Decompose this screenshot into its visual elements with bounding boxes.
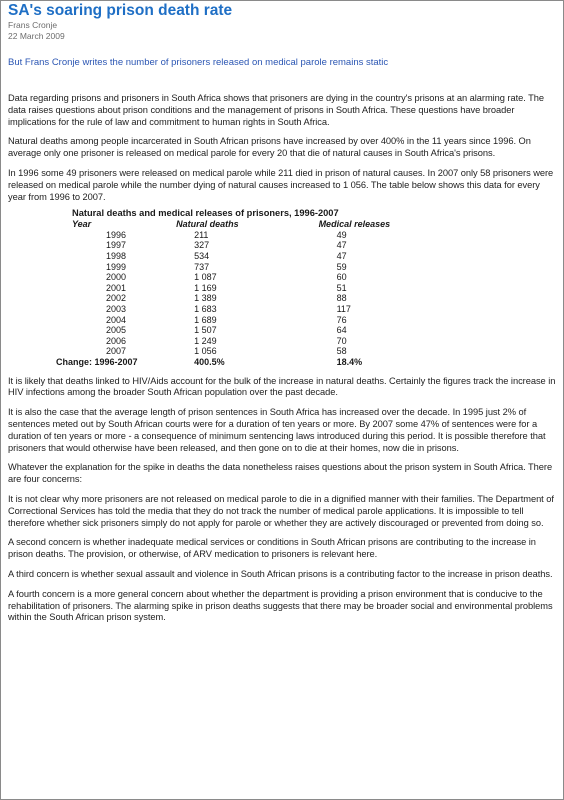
cell-year: 2005: [106, 325, 127, 336]
cell-natural-deaths: 1 169: [194, 282, 217, 293]
cell-natural-deaths: 1 683: [194, 304, 217, 315]
cell-medical-releases: 60: [336, 272, 347, 283]
cell-natural-deaths: 1 389: [194, 293, 217, 304]
article-lede: But Frans Cronje writes the number of prisoners released on medical parole remains static: [8, 57, 389, 68]
cell-natural-deaths-change: 400.5%: [194, 357, 225, 367]
author: Frans Cronje: [8, 20, 58, 30]
paragraph: A third concern is whether sexual assault and violence in South African prisons is a contributing factor to the increase in prison deaths.: [8, 568, 553, 579]
column-header-medical-releases: Medical releases: [318, 219, 391, 230]
cell-medical-releases: 47: [336, 240, 347, 251]
cell-year: 2002: [106, 293, 127, 304]
cell-year: 2003: [106, 304, 127, 315]
cell-medical-releases: 76: [336, 314, 347, 325]
table-row: [56, 240, 426, 251]
cell-natural-deaths: 1 507: [194, 325, 217, 336]
table-row: [56, 346, 426, 357]
cell-natural-deaths: 211: [194, 229, 209, 240]
paragraph: Natural deaths among people incarcerated in South African prisons have increased by over 400% in the 11 years since 1996. On average only one prisoner is released on medical parole for every 20 that die of natural causes in South Africa's prisons.: [8, 136, 531, 159]
publish-date: 22 March 2009: [8, 31, 65, 41]
table-row: [56, 304, 426, 315]
deaths-table-block: [56, 208, 426, 367]
article-title: SA's soaring prison death rate: [8, 2, 233, 19]
cell-medical-releases-change: 18.4%: [336, 357, 363, 367]
cell-year: 2007: [106, 346, 127, 357]
paragraph: Whatever the explanation for the spike in deaths the data nonetheless raises questions about the prison system in South Africa. There are four concerns:: [8, 462, 553, 485]
paragraph: In 1996 some 49 prisoners were released on medical parole while 211 died in prison of natural causes. In 2007 only 58 prisoners were released on medical parole while the number dying of natural causes increased to 1 056. The table below shows this data for every year from 1996 to 2007.: [8, 167, 554, 202]
cell-medical-releases: 58: [336, 346, 347, 357]
table-row: [56, 315, 426, 326]
table-row: [56, 272, 426, 283]
cell-medical-releases: 51: [336, 282, 347, 293]
cell-natural-deaths: 1 087: [194, 272, 217, 283]
cell-year: 2001: [106, 282, 127, 293]
paragraph: It is not clear why more prisoners are not released on medical parole to die in a dignified manner with their families. The Department of Correctional Services has told the media that they do not track the number of medical parole applications. It is impossible to tell therefore whether sick prisoners simply do not apply for parole or whether they are actively discouraged or prevented from doing so.: [8, 493, 554, 528]
cell-medical-releases: 88: [336, 293, 347, 304]
cell-year: 1996: [106, 229, 127, 240]
table-header-row: [56, 219, 426, 230]
table-row: [56, 283, 426, 294]
cell-natural-deaths: 1 056: [194, 346, 217, 357]
cell-medical-releases: 49: [336, 229, 347, 240]
cell-natural-deaths: 327: [194, 240, 210, 251]
cell-year: 1998: [106, 251, 127, 262]
paragraph: It is likely that deaths linked to HIV/Aids account for the bulk of the increase in natural deaths. Certainly the figures track the increase in HIV infections among the broader South African population over the past decade.: [8, 375, 556, 398]
cell-year: 2004: [106, 314, 127, 325]
table-change-row: [56, 357, 426, 368]
paragraph: It is also the case that the average length of prison sentences in South Africa has increased over the decade. In 1995 just 2% of sentences meted out by South African courts were for a duration of ten years or more. By 2007 some 47% of sentences were for a duration of ten years or more - a consequence of minimum sentencing laws introduced during this period. It is possible therefore that prisoners that would otherwise have been released, and then gone on to die at their homes, now die in prisons.: [8, 407, 546, 453]
table-row: [56, 336, 426, 347]
table-row: [56, 293, 426, 304]
column-header-year: Year: [72, 219, 92, 230]
cell-medical-releases: 59: [336, 261, 347, 272]
table-body: [56, 230, 426, 368]
table-row: [56, 251, 426, 262]
cell-medical-releases: 64: [336, 325, 347, 336]
cell-year: 1997: [106, 240, 127, 251]
deaths-table: [56, 219, 426, 367]
cell-medical-releases: 47: [336, 251, 347, 262]
paragraph: A second concern is whether inadequate medical services or conditions in South African prisons are contributing to the increase in prison deaths. The provision, or otherwise, of ARV medication to prisoners is relevant here.: [8, 537, 536, 560]
cell-year: 1999: [106, 261, 127, 272]
cell-year: 2000: [106, 272, 127, 283]
cell-medical-releases: 117: [336, 304, 351, 315]
paragraph: A fourth concern is a more general concern about whether the department is providing a prison environment that is conducive to the rehabilitation of prisoners. The alarming spike in prison deaths suggests that there may be broader social and environmental problems within the South African prison system.: [8, 588, 553, 623]
paragraph: Data regarding prisons and prisoners in South Africa shows that prisoners are dying in the country's prisons at an alarming rate. The data raises questions about prison conditions and the management of prisons in South Africa. These questions have broader implications for the rule of law and commitment to human rights in South Africa.: [8, 93, 545, 127]
cell-year: 2006: [106, 335, 127, 346]
change-label: Change: 1996-2007: [56, 357, 138, 367]
cell-natural-deaths: 534: [194, 251, 210, 262]
cell-natural-deaths: 1 249: [194, 335, 217, 346]
cell-natural-deaths: 1 689: [194, 314, 217, 325]
column-header-natural-deaths: Natural deaths: [176, 219, 239, 230]
cell-medical-releases: 70: [336, 335, 347, 346]
table-row: [56, 262, 426, 273]
article: [8, 2, 556, 624]
table-row: [56, 325, 426, 336]
table-row: [56, 230, 426, 241]
table-title: Natural deaths and medical releases of prisoners, 1996-2007: [72, 208, 339, 219]
cell-natural-deaths: 737: [194, 261, 210, 272]
